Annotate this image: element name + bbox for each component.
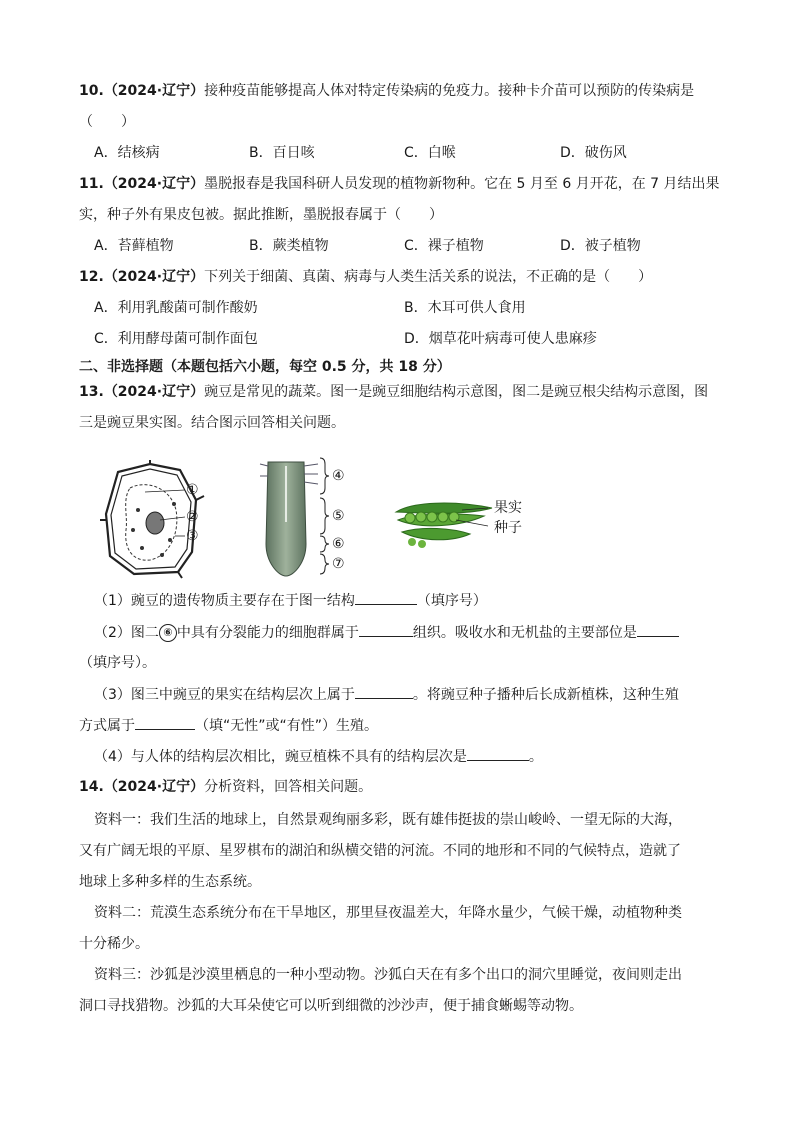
- sub3-text: （3）图三中豌豆的果实在结构层次上属于: [94, 687, 355, 703]
- pod-label-seed: 种子: [494, 520, 522, 536]
- sub2-text-3: 组织。吸收水和无机盐的主要部位是: [412, 625, 637, 641]
- q13-sub2-line2: （填序号）。: [79, 655, 156, 671]
- q13-sub3-line2: [79, 715, 378, 736]
- question-source: （2024·辽宁）: [103, 176, 205, 192]
- sub3-text-4: （填“无性”或“有性”）生殖。: [195, 718, 379, 734]
- question-stem: 墨脱报春是我国科研人员发现的植物新物种。它在 5 月至 6 月开花，在 7 月结出果: [204, 176, 720, 192]
- q11-stem-line2: 实，种子外有果皮包被。据此推断，墨脱报春属于（ ）: [79, 207, 443, 223]
- sub4-text-end: 。: [528, 749, 543, 765]
- sub2-text: （2）图二: [94, 625, 159, 641]
- q14-stem-line: [79, 777, 372, 797]
- q13-sub3-line1: [94, 684, 679, 705]
- q13-sub2-line1: [94, 622, 679, 643]
- sub3-text-3: 方式属于: [79, 718, 135, 734]
- answer-blank[interactable]: [359, 622, 413, 637]
- option-d: D．破伤风: [560, 145, 627, 161]
- question-number: 10.: [79, 83, 104, 99]
- material-3-line2: 洞口寻找猎物。沙狐的大耳朵使它可以听到细微的沙沙声，便于捕食蜥蜴等动物。: [79, 998, 583, 1014]
- question-stem: 分析资料，回答相关问题。: [204, 779, 373, 795]
- material-1-line2: 又有广阔无垠的平原、星罗棋布的湖泊和纵横交错的河流。不同的地形和不同的气候特点，造就了: [79, 843, 681, 859]
- question-number: 11.: [79, 176, 104, 192]
- sub3-text-2: 。将豌豆种子播种后长成新植株，这种生殖: [412, 687, 679, 703]
- question-source: （2024·辽宁）: [103, 83, 205, 99]
- circled-number: ⑥: [159, 624, 177, 642]
- root-label-5: ⑤: [332, 508, 345, 524]
- section-heading: 二、非选择题（本题包括六小题，每空 0.5 分，共 18 分）: [79, 359, 451, 375]
- material-1-line3: 地球上多种多样的生态系统。: [79, 874, 261, 890]
- option-b: B．木耳可供人食用: [404, 300, 526, 316]
- sub1-text: （1）豌豆的遗传物质主要存在于图一结构: [94, 593, 355, 609]
- q13-stem-line2: 三是豌豆果实图。结合图示回答相关问题。: [79, 415, 345, 431]
- option-a: A．苔藓植物: [94, 238, 174, 254]
- answer-blank[interactable]: [355, 684, 413, 699]
- q12-stem-line: [79, 267, 652, 287]
- root-tip-diagram: [256, 452, 336, 580]
- root-label-4: ④: [332, 468, 345, 484]
- question-source: （2024·辽宁）: [103, 779, 205, 795]
- material-2-line2: 十分稀少。: [79, 936, 149, 952]
- answer-blank[interactable]: [135, 715, 195, 730]
- material-3-line1: 资料三：沙狐是沙漠里栖息的一种小型动物。沙狐白天在有多个出口的洞穴里睡觉，夜间则走出: [94, 967, 682, 983]
- option-a: A．利用乳酸菌可制作酸奶: [94, 300, 258, 316]
- q13-sub4: [94, 746, 543, 767]
- option-a: A．结核病: [94, 145, 160, 161]
- pod-label-fruit: 果实: [494, 500, 522, 516]
- question-source: （2024·辽宁）: [103, 269, 205, 285]
- root-label-6: ⑥: [332, 536, 345, 552]
- question-source: （2024·辽宁）: [103, 384, 205, 400]
- sub2-text-2: 中具有分裂能力的细胞群属于: [176, 625, 359, 641]
- question-stem: 下列关于细菌、真菌、病毒与人类生活关系的说法，不正确的是（ ）: [204, 269, 653, 285]
- answer-blank[interactable]: [637, 622, 679, 637]
- material-1-line1: 资料一：我们生活的地球上，自然景观绚丽多彩，既有雄伟挺拔的崇山峻岭、一望无际的大海，: [94, 812, 682, 828]
- cell-label-3: ③: [186, 528, 199, 544]
- cell-label-2: ②: [186, 509, 199, 525]
- pea-pod-diagram: [392, 498, 496, 550]
- question-number: 12.: [79, 269, 104, 285]
- cell-label-1: ①: [186, 482, 199, 498]
- question-number: 14.: [79, 779, 104, 795]
- q13-stem-line1: [79, 382, 708, 402]
- sub1-text-end: （填序号）: [416, 593, 487, 609]
- option-d: D．被子植物: [560, 238, 641, 254]
- question-number: 13.: [79, 384, 104, 400]
- answer-blank[interactable]: [467, 746, 529, 761]
- q11-stem-line1: [79, 174, 720, 194]
- sub4-text: （4）与人体的结构层次相比，豌豆植株不具有的结构层次是: [94, 749, 467, 765]
- root-label-7: ⑦: [332, 556, 345, 572]
- q13-sub1: [94, 590, 487, 611]
- answer-parentheses: （ ）: [79, 114, 135, 130]
- material-2-line1: 资料二：荒漠生态系统分布在干旱地区，那里昼夜温差大，年降水量少，气候干燥，动植物种类: [94, 905, 682, 921]
- option-c: C．裸子植物: [404, 238, 484, 254]
- option-c: C．利用酵母菌可制作面包: [94, 331, 258, 347]
- option-b: B．蕨类植物: [249, 238, 329, 254]
- option-c: C．白喉: [404, 145, 456, 161]
- option-d: D．烟草花叶病毒可使人患麻疹: [404, 331, 597, 347]
- q10-stem-line: [79, 81, 694, 101]
- question-stem: 接种疫苗能够提高人体对特定传染病的免疫力。接种卡介苗可以预防的传染病是: [204, 83, 695, 99]
- question-stem: 豌豆是常见的蔬菜。图一是豌豆细胞结构示意图，图二是豌豆根尖结构示意图，图: [204, 384, 709, 400]
- option-b: B．百日咳: [249, 145, 315, 161]
- answer-blank[interactable]: [355, 590, 417, 605]
